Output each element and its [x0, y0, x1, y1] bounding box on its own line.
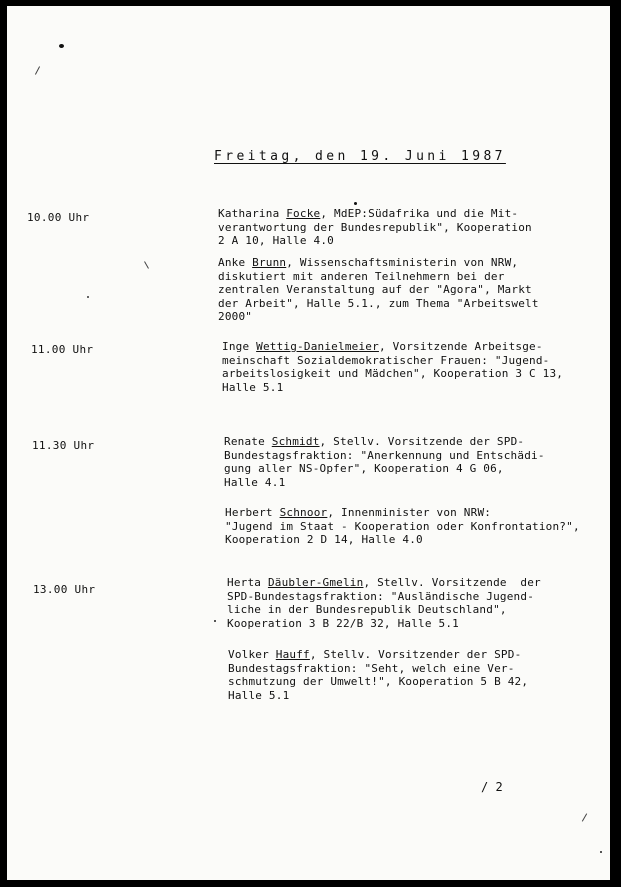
entry-first-name: Herbert: [225, 506, 280, 519]
entry-first-name: Herta: [227, 576, 268, 589]
entry-first-name: Volker: [228, 648, 276, 661]
entry-surname: Däubler-Gmelin: [267, 576, 364, 589]
schedule-entry: [222, 340, 563, 394]
stray-mark: [144, 261, 149, 268]
entry-first-name: Inge: [222, 340, 257, 353]
entry-line: Kooperation 2 D 14, Halle 4.0: [225, 533, 423, 547]
page-number: / 2: [481, 780, 503, 794]
time-label: 13.00 Uhr: [33, 583, 96, 596]
entry-line: verantwortung der Bundesrepublik", Kooperation: [218, 220, 532, 234]
entry-first-line: [224, 435, 545, 449]
entry-surname: Focke: [286, 207, 321, 220]
entry-rest: , MdEP:Südafrika und die Mit-: [320, 207, 519, 220]
schedule-entry: [227, 576, 541, 630]
entry-line: diskutiert mit anderen Teilnehmern bei der: [218, 269, 505, 283]
entry-first-line: [222, 340, 563, 354]
time-label: 11.00 Uhr: [31, 343, 94, 356]
entry-line: 2000": [218, 310, 253, 324]
schedule-entry: [218, 207, 532, 248]
stray-mark: [35, 66, 40, 74]
schedule-entry: [224, 435, 545, 489]
stray-mark: [600, 851, 602, 853]
entry-line: Halle 4.1: [224, 475, 286, 489]
ink-dot: [59, 44, 64, 48]
page-heading: Freitag, den 19. Juni 1987: [214, 149, 506, 164]
entry-rest: , Stellv. Vorsitzender der SPD-: [309, 648, 522, 661]
entry-first-name: Renate: [224, 435, 272, 448]
entry-first-name: Katharina: [218, 207, 287, 220]
entry-line: meinschaft Sozialdemokratischer Frauen: "Jugend-: [222, 353, 550, 367]
stray-mark: [214, 620, 216, 622]
document-page: [7, 6, 610, 880]
entry-first-line: [228, 648, 528, 662]
entry-line: der Arbeit", Halle 5.1., zum Thema "Arbeitswelt: [218, 296, 539, 310]
entry-surname: Schmidt: [271, 435, 320, 448]
time-label: 11.30 Uhr: [32, 439, 95, 452]
entry-rest: , Wissenschaftsministerin von NRW,: [286, 256, 519, 269]
entry-line: SPD-Bundestagsfraktion: "Ausländische Jugend-: [227, 589, 535, 603]
schedule-entry: [228, 648, 528, 702]
schedule-entry: [225, 506, 580, 547]
entry-line: Bundestagsfraktion: "Seht, welch eine Ver-: [228, 661, 515, 675]
entry-line: Kooperation 3 B 22/B 32, Halle 5.1: [227, 616, 459, 630]
entry-line: zentralen Veranstaltung auf der "Agora", Markt: [218, 283, 532, 297]
entry-surname: Schnoor: [279, 506, 328, 519]
entry-line: Halle 5.1: [228, 688, 290, 702]
entry-first-line: [227, 576, 541, 590]
entry-surname: Wettig-Danielmeier: [256, 340, 379, 353]
entry-line: arbeitslosigkeit und Mädchen", Kooperation 3 C 13,: [222, 367, 564, 381]
entry-line: gung aller NS-Opfer", Kooperation 4 G 06,: [224, 462, 504, 476]
entry-rest: , Innenminister von NRW:: [327, 506, 492, 519]
schedule-entry: [218, 256, 539, 324]
time-label: 10.00 Uhr: [27, 211, 90, 224]
entry-rest: , Stellv. Vorsitzende der: [363, 576, 541, 589]
entry-surname: Hauff: [275, 648, 310, 661]
entry-line: 2 A 10, Halle 4.0: [218, 234, 334, 248]
stray-mark: [87, 296, 89, 298]
entry-line: "Jugend im Staat - Kooperation oder Konfrontation?",: [225, 519, 580, 533]
entry-line: Bundestagsfraktion: "Anerkennung und Entschädi-: [224, 448, 545, 462]
entry-line: Halle 5.1: [222, 380, 284, 394]
entry-first-line: [218, 256, 539, 270]
entry-surname: Brunn: [252, 256, 287, 269]
entry-first-line: [225, 506, 580, 520]
stray-mark: [354, 202, 357, 205]
entry-rest: , Stellv. Vorsitzende der SPD-: [319, 435, 525, 448]
stray-mark: [582, 813, 587, 821]
entry-first-line: [218, 207, 532, 221]
entry-first-name: Anke: [218, 256, 253, 269]
entry-rest: , Vorsitzende Arbeitsge-: [378, 340, 543, 353]
entry-line: liche in der Bundesrepublik Deutschland",: [227, 603, 507, 617]
entry-line: schmutzung der Umwelt!", Kooperation 5 B 42,: [228, 675, 529, 689]
